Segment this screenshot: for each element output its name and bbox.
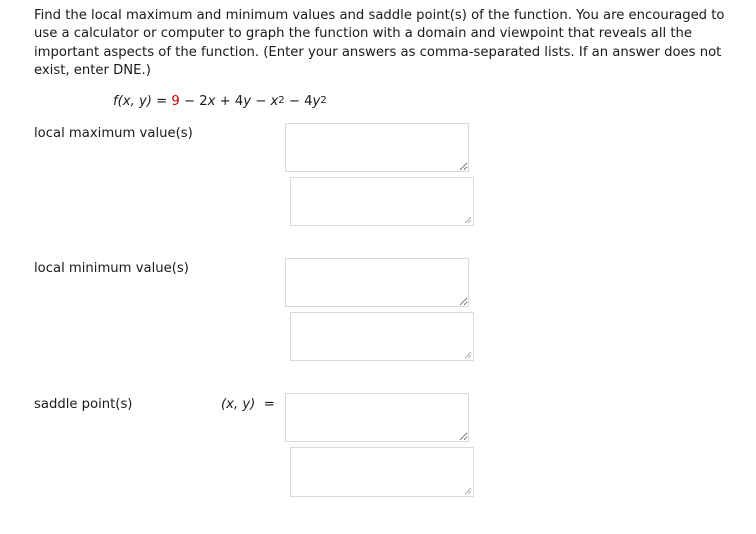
equation-term: + 4 xyxy=(215,94,244,109)
local-min-input[interactable] xyxy=(285,258,469,307)
saddle-input[interactable] xyxy=(285,393,469,442)
equation-equals: = xyxy=(151,94,172,109)
equation-var: x xyxy=(270,94,279,109)
saddle-xy-label xyxy=(221,397,275,412)
equation-lhs: f(x, y) xyxy=(113,94,152,109)
problem-statement: Find the local maximum and minimum values and saddle point(s) of the function. You are encouraged to use a calculator or computer to graph the function with a domain and viewpoint that reveals all the important aspects of the function. (Enter your answers as comma-separated lists. If an answer does not exist, enter DNE.) xyxy=(34,8,725,79)
equation-var: x xyxy=(207,94,216,109)
local-min-label: local minimum value(s) xyxy=(34,261,189,276)
equation-var: y xyxy=(312,94,321,109)
equation-term: − 2 xyxy=(179,94,208,109)
equation-exponent: 2 xyxy=(278,95,285,106)
equation-var: y xyxy=(243,94,252,109)
saddle-input-shadow xyxy=(290,447,474,497)
local-max-input[interactable] xyxy=(285,123,469,172)
equation-term: − 4 xyxy=(284,94,313,109)
equation-exponent: 2 xyxy=(320,95,327,106)
local-min-input-shadow xyxy=(290,312,474,361)
saddle-label: saddle point(s) xyxy=(34,397,133,412)
equation-term: − xyxy=(251,94,271,109)
equation-constant: 9 xyxy=(171,94,180,109)
local-max-label: local maximum value(s) xyxy=(34,126,193,141)
function-equation xyxy=(113,94,327,109)
saddle-xy-prefix: (x, y) xyxy=(221,397,256,412)
saddle-equals: = xyxy=(263,397,275,412)
local-max-input-shadow xyxy=(290,177,474,226)
